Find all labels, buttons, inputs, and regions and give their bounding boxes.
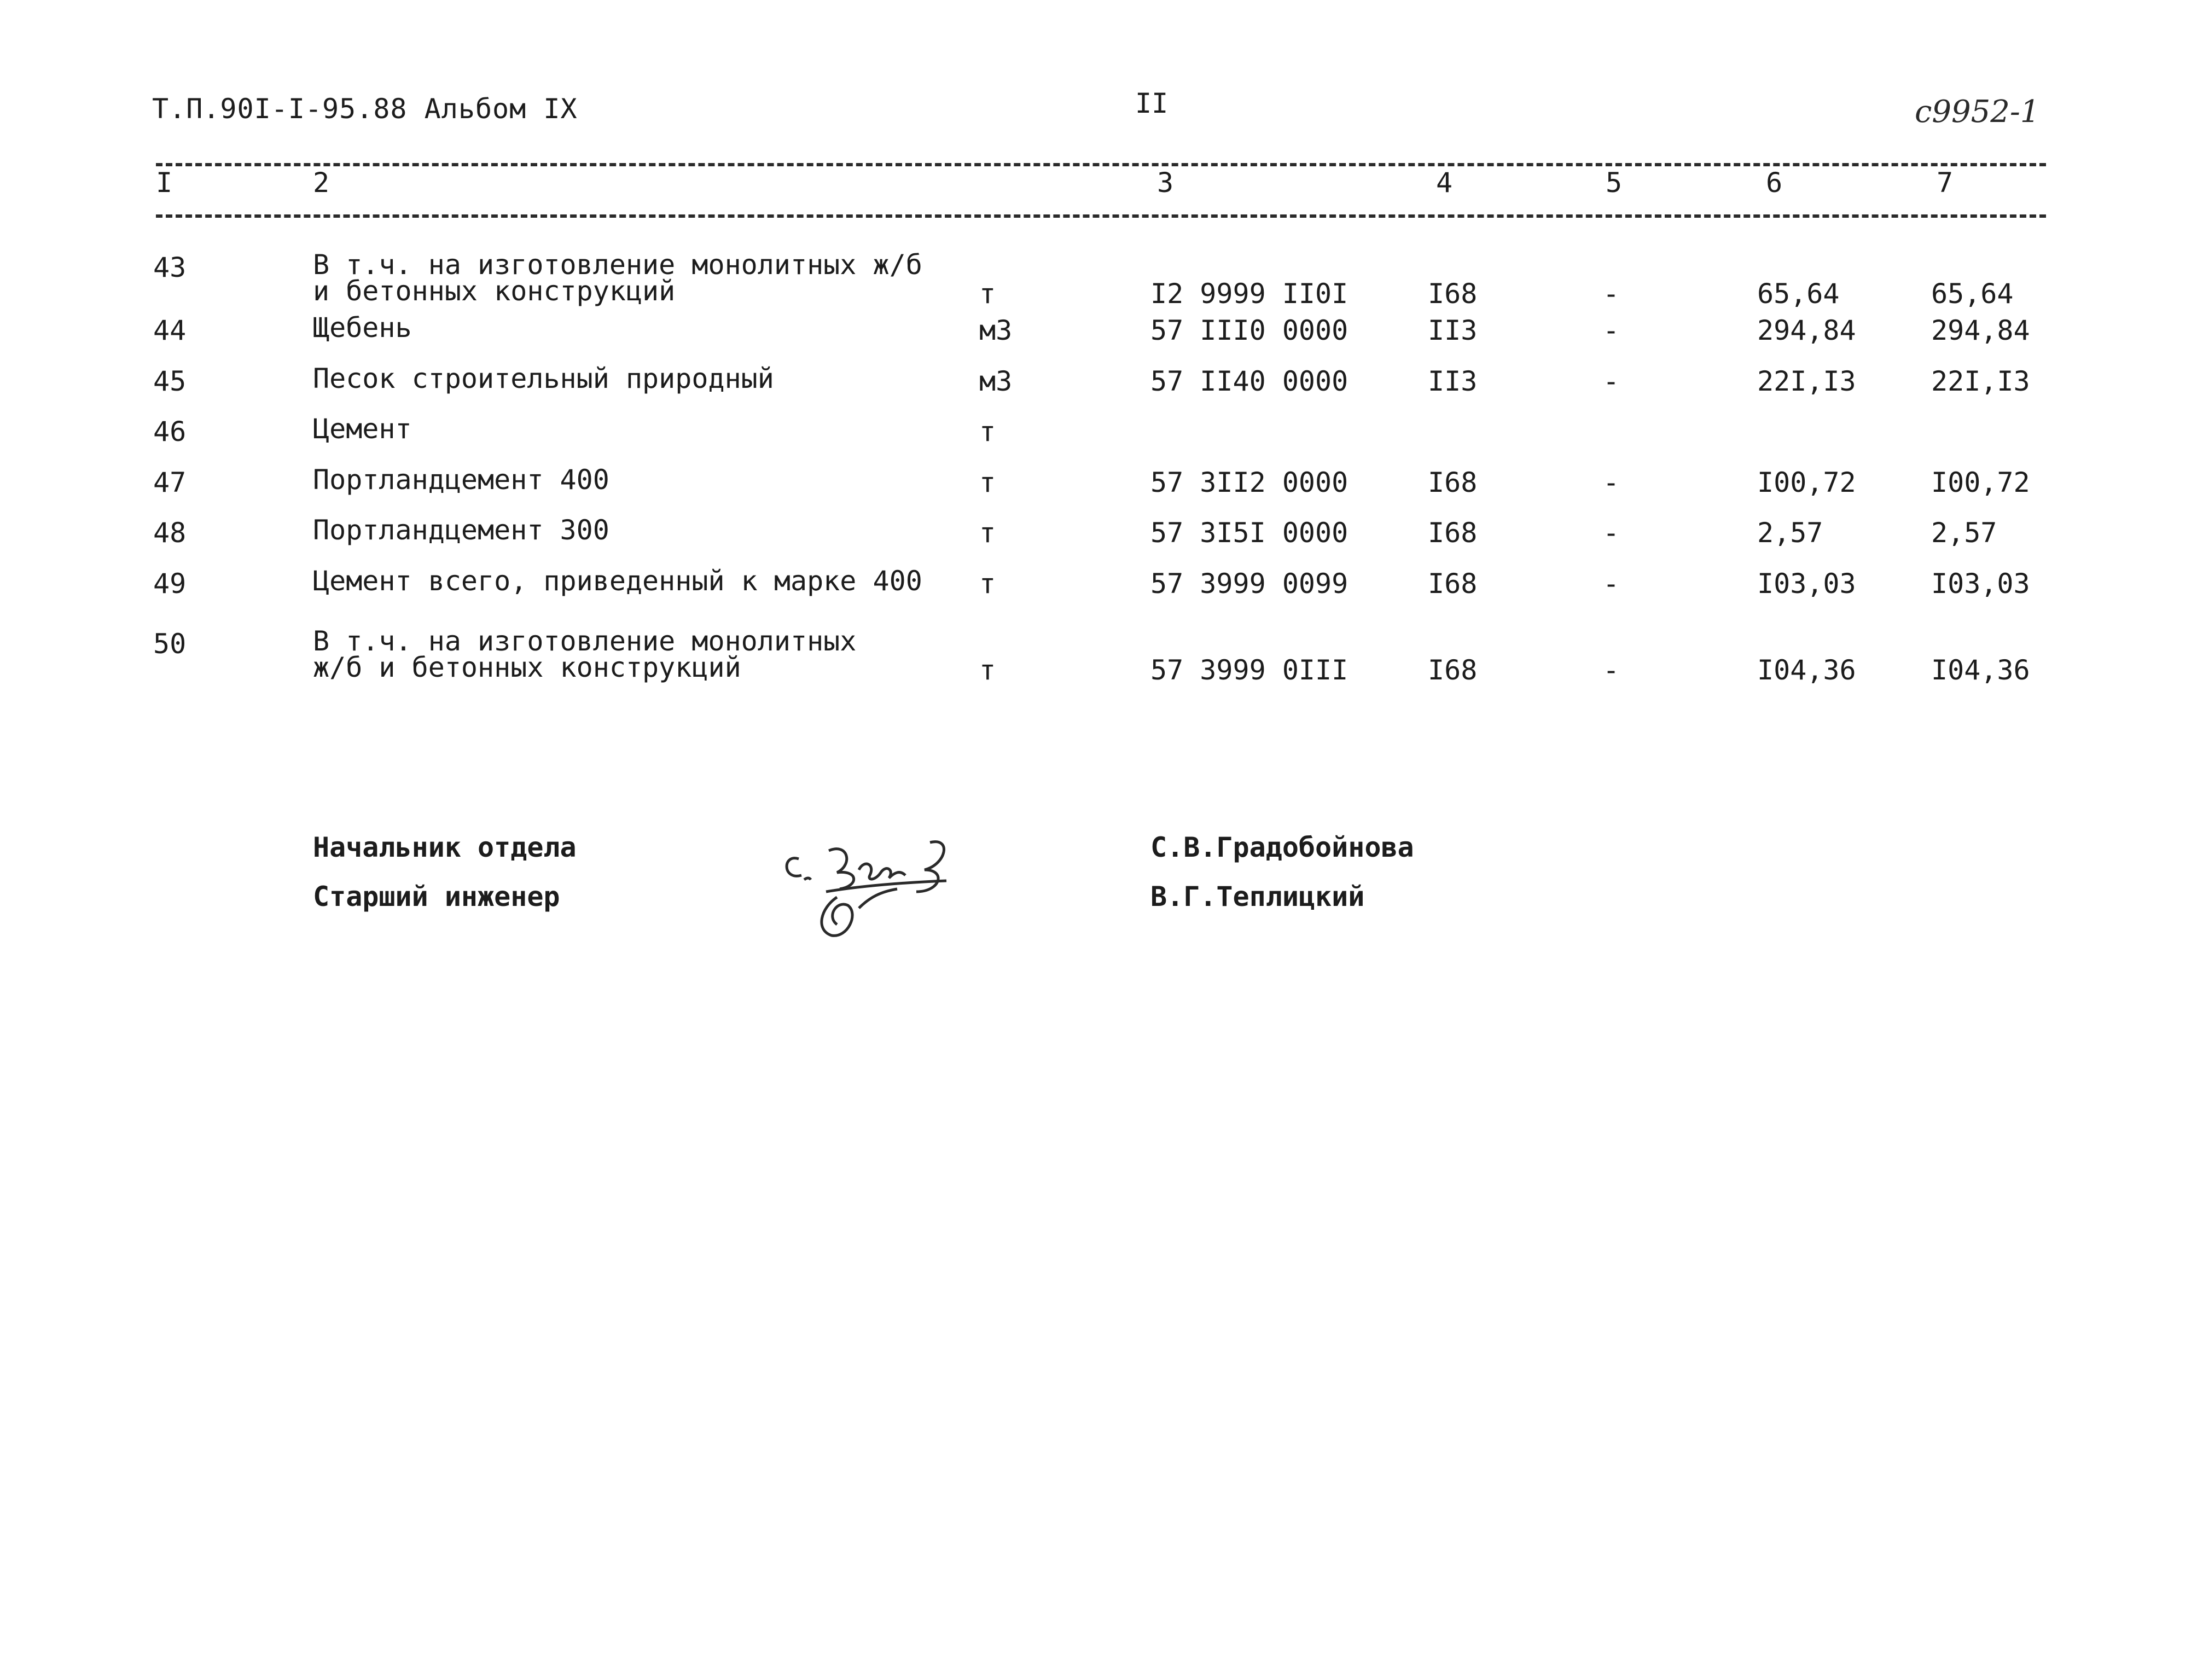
code-cell: 57 III0 0000	[1150, 315, 1349, 346]
unit-cell: т	[979, 517, 996, 549]
column-6-cell: 22I,I3	[1757, 365, 1856, 397]
column-4-cell: II3	[1428, 315, 1478, 346]
column-6-cell: 65,64	[1757, 278, 1840, 310]
unit-cell: м3	[979, 315, 1013, 346]
row-number: 49	[153, 568, 187, 600]
column-7-cell: 2,57	[1931, 517, 1997, 549]
item-name-line: Портландцемент 300	[313, 514, 609, 546]
row-number: 48	[153, 517, 187, 549]
column-header-5: 5	[1606, 167, 1623, 199]
row-number: 46	[153, 416, 187, 447]
item-name-line: В т.ч. на изготовление монолитных	[313, 625, 857, 657]
column-header-6: 6	[1766, 167, 1783, 199]
row-number: 43	[153, 252, 187, 283]
unit-cell: т	[979, 654, 996, 686]
column-5-cell: -	[1603, 278, 1620, 310]
code-cell: 57 3999 0099	[1150, 568, 1349, 600]
column-header-3: 3	[1157, 167, 1174, 199]
unit-cell: м3	[979, 365, 1013, 397]
column-4-cell: I68	[1428, 517, 1478, 549]
unit-cell: т	[979, 568, 996, 600]
column-7-cell: 22I,I3	[1931, 365, 2030, 397]
unit-cell: т	[979, 278, 996, 310]
item-name-line: ж/б и бетонных конструкций	[313, 652, 741, 683]
column-5-cell: -	[1603, 654, 1620, 686]
column-5-cell: -	[1603, 467, 1620, 498]
column-7-cell: I03,03	[1931, 568, 2030, 600]
unit-cell: т	[979, 467, 996, 498]
signature-name-1: С.В.Градобойнова	[1150, 832, 1414, 863]
column-7-cell: 65,64	[1931, 278, 2014, 310]
code-cell: 57 3I5I 0000	[1150, 517, 1349, 549]
column-header-1: I	[156, 167, 173, 199]
column-header-7: 7	[1937, 167, 1954, 199]
item-name-line: Портландцемент 400	[313, 464, 609, 496]
signature-name-2: В.Г.Теплицкий	[1150, 881, 1365, 912]
code-cell: 57 II40 0000	[1150, 365, 1349, 397]
page-number: II	[1135, 88, 1169, 119]
column-6-cell: 294,84	[1757, 315, 1856, 346]
column-4-cell: I68	[1428, 467, 1478, 498]
column-5-cell: -	[1603, 365, 1620, 397]
column-7-cell: I04,36	[1931, 654, 2030, 686]
header-rule-top	[156, 163, 2046, 166]
column-6-cell: I04,36	[1757, 654, 1856, 686]
item-name-line: Песок строительный природный	[313, 363, 774, 394]
column-6-cell: 2,57	[1757, 517, 1823, 549]
column-6-cell: I00,72	[1757, 467, 1856, 498]
header-rule-bottom	[156, 214, 2046, 218]
column-4-cell: II3	[1428, 365, 1478, 397]
item-name-line: Цемент	[313, 413, 412, 445]
code-cell: I2 9999 II0I	[1150, 278, 1349, 310]
row-number: 45	[153, 365, 187, 397]
column-5-cell: -	[1603, 315, 1620, 346]
column-7-cell: I00,72	[1931, 467, 2030, 498]
item-name-line: Цемент всего, приведенный к марке 400	[313, 565, 922, 597]
column-6-cell: I03,03	[1757, 568, 1856, 600]
row-number: 50	[153, 628, 187, 660]
column-5-cell: -	[1603, 568, 1620, 600]
document-title: Т.П.90I-I-95.88 Альбом IX	[152, 93, 578, 125]
item-name-line: В т.ч. на изготовление монолитных ж/б	[313, 249, 922, 281]
column-header-2: 2	[313, 167, 330, 199]
handwritten-signature	[777, 821, 974, 941]
column-4-cell: I68	[1428, 654, 1478, 686]
item-name-line: Щебень	[313, 312, 412, 344]
column-4-cell: I68	[1428, 568, 1478, 600]
column-7-cell: 294,84	[1931, 315, 2030, 346]
column-header-4: 4	[1436, 167, 1453, 199]
signature-role-2: Старший инженер	[313, 881, 560, 912]
document-code: с9952-1	[1915, 94, 2040, 130]
unit-cell: т	[979, 416, 996, 447]
signature-role-1: Начальник отдела	[313, 832, 577, 863]
row-number: 44	[153, 315, 187, 346]
code-cell: 57 3II2 0000	[1150, 467, 1349, 498]
column-4-cell: I68	[1428, 278, 1478, 310]
row-number: 47	[153, 467, 187, 498]
item-name-line: и бетонных конструкций	[313, 275, 676, 307]
code-cell: 57 3999 0III	[1150, 654, 1349, 686]
column-5-cell: -	[1603, 517, 1620, 549]
